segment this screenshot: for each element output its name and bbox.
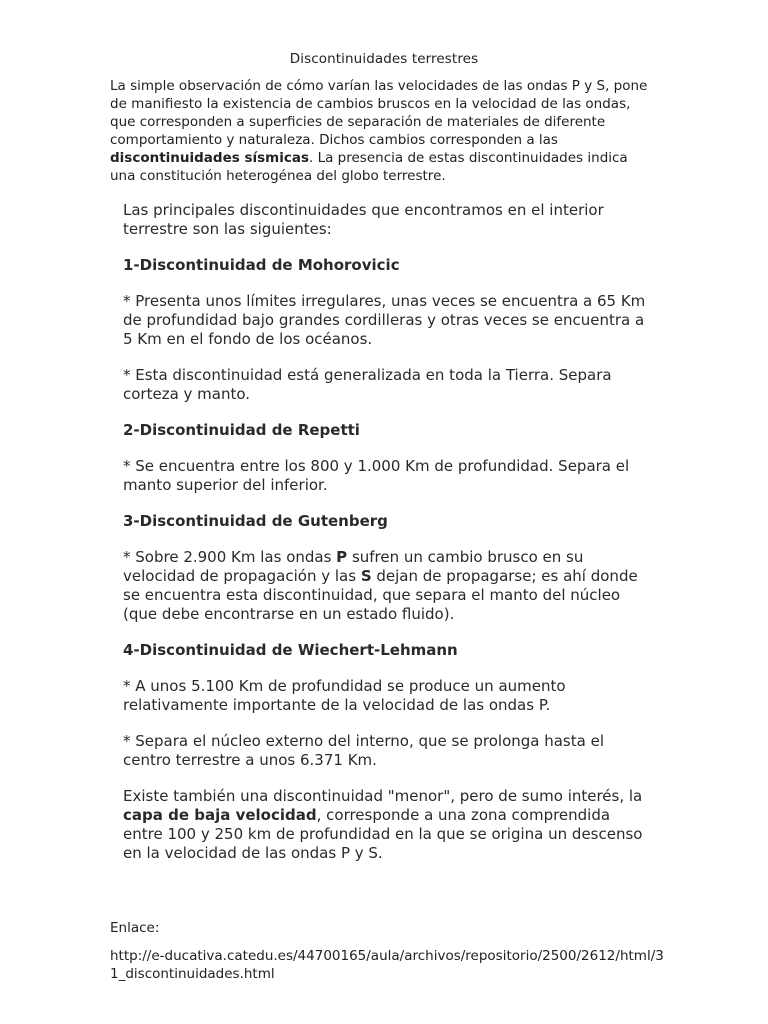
mohorovicic-paragraph-2: * Esta discontinuidad está generalizada en toda la Tierra. Separa corteza y manto. (123, 366, 612, 403)
gutenberg-text-a: * Sobre 2.900 Km las ondas (123, 548, 337, 566)
repetti-paragraph-1: * Se encuentra entre los 800 y 1.000 Km de profundidad. Separa el manto superior del inferior. (123, 457, 630, 494)
heading-gutenberg: 3-Discontinuidad de Gutenberg (123, 512, 388, 530)
link-label: Enlace: (110, 920, 160, 936)
reference-link[interactable]: http://e-ducativa.catedu.es/44700165/aula/archivos/repositorio/2500/2612/html/31_discontinuidades.html (110, 948, 664, 982)
heading-mohorovicic: 1-Discontinuidad de Mohorovicic (123, 256, 400, 274)
gutenberg-bold-p: P (336, 548, 348, 566)
intro-text-end: . La presencia de estas discontinuidades indica una constitución heterogénea del globo terrestre. (110, 150, 628, 184)
closing-text: Existe también una discontinuidad "menor", pero de sumo interés, la (123, 787, 643, 805)
intro-text: La simple observación de cómo varían las velocidades de las ondas P y S, pone de manifiesto la existencia de cambios bruscos en la velocidad de las ondas, que corresponden a superficies de separación de materiales de diferente comportamiento y naturaleza. Dichos cambios corresponden a las (110, 78, 648, 148)
gutenberg-text-e: dejan de propagarse; es ahí donde se encuentra esta discontinuidad, que separa el manto del núcleo (que debe encontrarse en un estado fluido). (123, 567, 638, 623)
gutenberg-text-c: sufren un cambio brusco en su velocidad de propagación y las (123, 548, 584, 585)
heading-repetti: 2-Discontinuidad de Repetti (123, 421, 360, 439)
mohorovicic-paragraph-1: * Presenta unos límites irregulares, unas veces se encuentra a 65 Km de profundidad bajo grandes cordilleras y otras veces se encuentra a 5 Km en el fondo de los océanos. (123, 292, 646, 348)
intro-bold-term: discontinuidades sísmicas (110, 150, 310, 166)
intro-paragraph (110, 77, 655, 185)
wiechert-paragraph-1: * A unos 5.100 Km de profundidad se produce un aumento relativamente importante de la velocidad de las ondas P. (123, 677, 566, 714)
gutenberg-bold-s: S (360, 567, 372, 585)
main-content (123, 201, 653, 880)
lead-paragraph: Las principales discontinuidades que encontramos en el interior terrestre son las siguientes: (123, 201, 604, 238)
closing-paragraph (123, 787, 653, 863)
wiechert-paragraph-2: * Separa el núcleo externo del interno, que se prolonga hasta el centro terrestre a unos 6.371 Km. (123, 732, 604, 769)
closing-bold-term: capa de baja velocidad (123, 806, 317, 824)
gutenberg-paragraph-1 (123, 548, 653, 624)
heading-wiechert-lehmann: 4-Discontinuidad de Wiechert-Lehmann (123, 641, 458, 659)
page-title: Discontinuidades terrestres (289, 51, 479, 67)
closing-text-end: , corresponde a una zona comprendida entre 100 y 250 km de profundidad en la que se origina un descenso en la velocidad de las ondas P y S. (123, 806, 643, 862)
